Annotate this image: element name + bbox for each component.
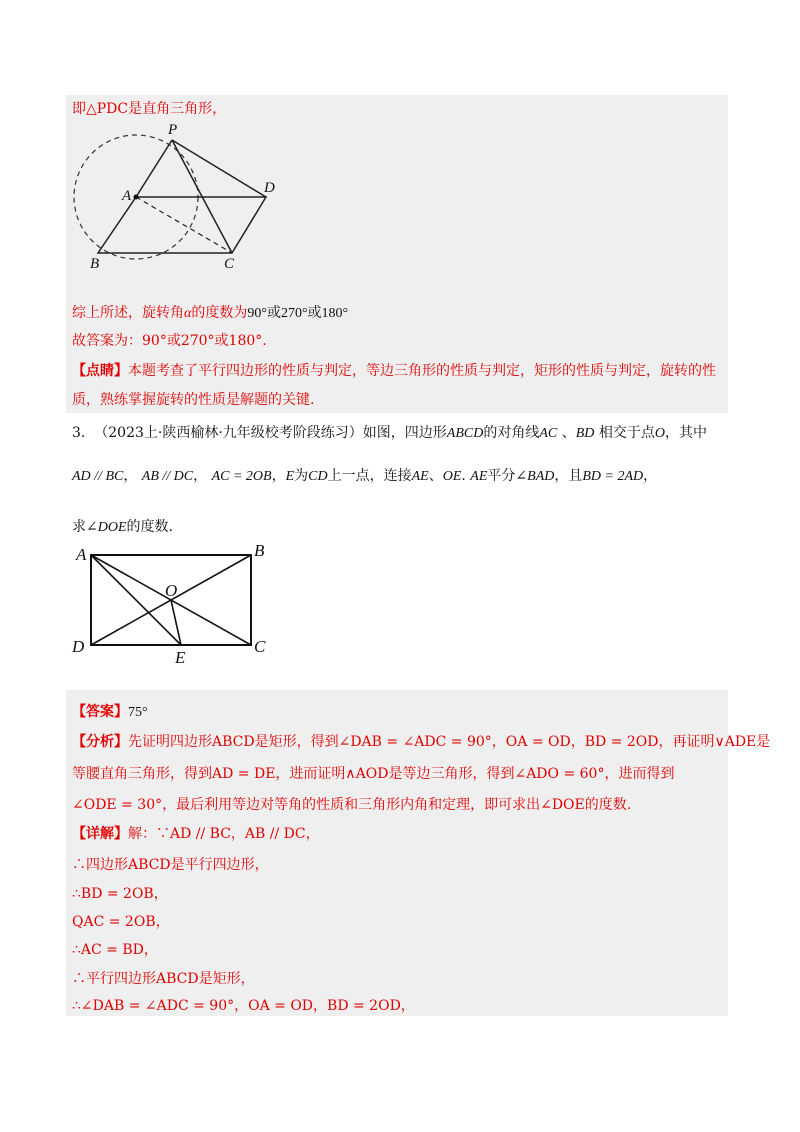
detail-row-3: ∴BD = 2OB， <box>72 886 168 902</box>
math-ae: AE <box>470 469 488 484</box>
summary-values: 90°或270°或180° <box>247 306 349 321</box>
fig1-label-c: C <box>224 256 235 272</box>
math-ae: AE <box>411 469 429 484</box>
summary-alpha: α <box>184 306 192 321</box>
fig2-label-b: B <box>254 541 265 560</box>
problem-text: 的度数. <box>126 519 173 535</box>
fig2-label-o: O <box>165 581 178 600</box>
problem3-line-1 <box>72 423 707 444</box>
figure-rectangle <box>70 540 290 670</box>
conclusion-pdc: 即△PDC是直角三角形， <box>72 101 227 117</box>
problem-text: 平分 <box>487 468 516 484</box>
analysis-tag: 【分析】 <box>72 734 128 750</box>
cond-ad-bc: AD // BC <box>72 469 124 484</box>
tip-tag: 【点睛】 <box>72 363 128 379</box>
analysis-text-1: 先证明四边形ABCD是矩形，得到∠DAB = ∠ADC = 90°，OA = OD，BD = 2OD，再证明∨ADE是 <box>128 734 771 750</box>
separator: 、 <box>428 468 443 484</box>
fig1-label-a: A <box>122 188 132 204</box>
math-bd-2ad: BD = 2AD <box>582 469 644 484</box>
answer-row <box>72 702 148 723</box>
fig1-label-b: B <box>90 256 100 272</box>
math-cd: CD <box>308 469 328 484</box>
problem-source: （2023上·陕西榆林·九年级校考阶段练习） <box>94 425 363 441</box>
math-bad: ∠BAD <box>515 469 555 484</box>
separator: 、 <box>561 425 576 441</box>
math-doe: ∠DOE <box>86 520 127 535</box>
fig2-label-c: C <box>254 637 266 656</box>
problem-text: 的对角线 <box>483 425 540 441</box>
problem3-line-3 <box>72 517 173 538</box>
fig1-label-d: D <box>264 180 275 196</box>
problem3-line-2: AD // BC， AB // DC， AC = 2OB，E为CD上一点，连接AE、OE. AE平分∠BAD，且BD = 2AD， <box>72 468 658 484</box>
tip-line-1 <box>72 361 716 381</box>
math-ac: AC <box>539 426 558 441</box>
problem-text: 上一点，连接 <box>327 468 412 484</box>
math-bd: BD <box>575 426 595 441</box>
detail-row-2: ∴四边形ABCD是平行四边形， <box>72 857 269 873</box>
detail-row-1 <box>72 824 320 844</box>
analysis-row-1 <box>72 732 770 752</box>
fig2-label-d: D <box>72 637 85 656</box>
summary-line <box>72 303 348 324</box>
detail-row-7: ∴∠DAB = ∠ADC = 90°，OA = OD，BD = 2OD， <box>72 998 415 1014</box>
tip-text-1: 本题考查了平行四边形的性质与判定，等边三角形的性质与判定，矩形的性质与判定，旋转的性 <box>128 363 716 379</box>
math-o: O <box>654 426 665 441</box>
detail-row-4: QAC = 2OB， <box>72 914 170 930</box>
math-e: E <box>285 469 295 484</box>
answer-tag: 【答案】 <box>72 704 128 720</box>
fig2-label-e: E <box>175 648 186 667</box>
fig2-label-a: A <box>76 545 87 564</box>
cond-ac-2ob: AC = 2OB <box>211 469 272 484</box>
detail-tag: 【详解】 <box>72 826 128 842</box>
math-oe: OE <box>442 469 462 484</box>
detail-row-6: ∴平行四边形ABCD是矩形， <box>72 971 255 987</box>
cond-ab-dc: AB // DC <box>141 469 194 484</box>
problem-text: 如图，四边形 <box>362 425 447 441</box>
analysis-row-3: ∠ODE = 30°，最后利用等边对等角的性质和三角形内角和定理，即可求出∠DOE的度数. <box>72 797 632 813</box>
detail-row-5: ∴AC = BD， <box>72 942 158 958</box>
problem-number: 3. <box>72 425 86 441</box>
summary-prefix: 综上所述，旋转角 <box>72 305 184 321</box>
math-abcd: ABCD <box>446 426 484 441</box>
analysis-row-2: 等腰直角三角形，得到AD = DE，进而证明∧AOD是等边三角形，得到∠ADO = 60°，进而得到 <box>72 766 675 782</box>
problem-text: ，且 <box>554 468 583 484</box>
problem-text: ，其中 <box>664 425 707 441</box>
problem-text: 求 <box>72 519 86 535</box>
answer-line: 故答案为：90°或270°或180°. <box>72 333 267 349</box>
summary-mid: 的度数为 <box>191 305 248 321</box>
tip-line-2: 质，熟练掌握旋转的性质是解题的关键. <box>72 392 315 408</box>
fig1-label-p: P <box>168 122 178 138</box>
detail-text-1: 解：∵AD // BC，AB // DC， <box>128 826 320 842</box>
problem-text: 为 <box>294 468 309 484</box>
figure-rotation <box>60 118 280 278</box>
answer-value: 75° <box>128 705 148 720</box>
problem-text: 相交于点 <box>598 425 655 441</box>
